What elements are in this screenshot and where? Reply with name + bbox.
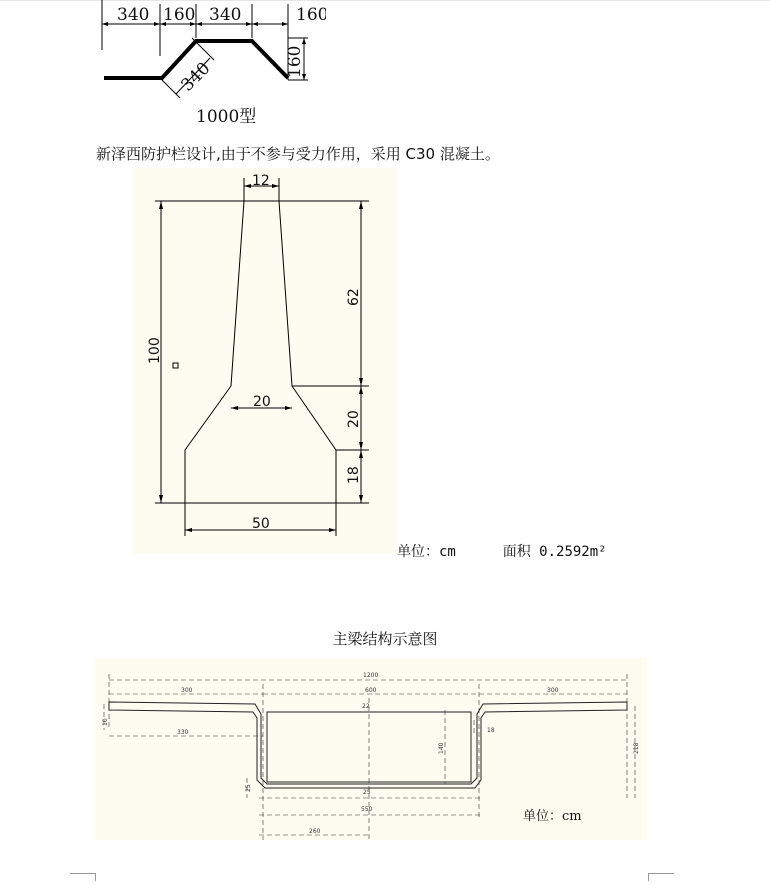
flange-dim-label: 330 bbox=[177, 729, 189, 736]
left-cantilever-label: 300 bbox=[181, 687, 193, 694]
body-paragraph: 新泽西防护栏设计,由于不参与受力作用，采用 C30 混凝土。 bbox=[96, 145, 500, 163]
figure-caption-1000: 1000型 bbox=[196, 107, 257, 127]
area-label: 面积 0.2592m² bbox=[502, 544, 607, 560]
page-corner-mark-right bbox=[648, 866, 674, 874]
base-width-label: 50 bbox=[252, 516, 270, 532]
page-corner-mark-left bbox=[70, 866, 96, 874]
bottom-slab-label: 25 bbox=[363, 789, 371, 796]
neck-width-label: 20 bbox=[253, 394, 271, 410]
dim-label-2: 160 bbox=[163, 5, 196, 25]
slope-dim-label: 340 bbox=[177, 58, 215, 96]
web-thickness-label: 18 bbox=[487, 727, 495, 734]
barrier-unit-area-note bbox=[397, 541, 607, 561]
box-width-label: 600 bbox=[365, 687, 377, 694]
top-width-label: 12 bbox=[252, 173, 270, 189]
total-width-label: 1200 bbox=[363, 672, 379, 679]
girder-figure-title: 主梁结构示意图 bbox=[332, 630, 438, 648]
bottom-slab-left-label: 25 bbox=[245, 784, 252, 792]
height-dim-label: 160 bbox=[285, 45, 305, 78]
upper-height-label: 62 bbox=[346, 288, 362, 306]
barrier-outline bbox=[185, 201, 336, 503]
web-height-label: 140 bbox=[438, 742, 445, 754]
barrier-section-drawing bbox=[133, 168, 397, 554]
unit-label: 单位：cm bbox=[397, 544, 456, 560]
dim-label-3: 340 bbox=[209, 5, 242, 25]
haunch-width-label: 260 bbox=[309, 828, 321, 835]
bottom-width-label: 550 bbox=[361, 806, 373, 813]
girder-unit-label: 单位：cm bbox=[523, 809, 582, 824]
base-height-label: 18 bbox=[346, 466, 362, 484]
total-height-label: 218 bbox=[633, 742, 640, 754]
dim-label-4: 160 bbox=[296, 5, 326, 25]
total-height-label: 100 bbox=[147, 337, 163, 364]
mid-height-label: 20 bbox=[346, 410, 362, 428]
girder-outline bbox=[109, 702, 627, 788]
deck-thickness-label: 22 bbox=[362, 703, 370, 710]
dim-label-1: 340 bbox=[117, 5, 150, 25]
right-cantilever-label: 300 bbox=[547, 687, 559, 694]
barrier-section-figure bbox=[133, 168, 397, 554]
flange-thickness-label: 10 bbox=[102, 718, 109, 726]
